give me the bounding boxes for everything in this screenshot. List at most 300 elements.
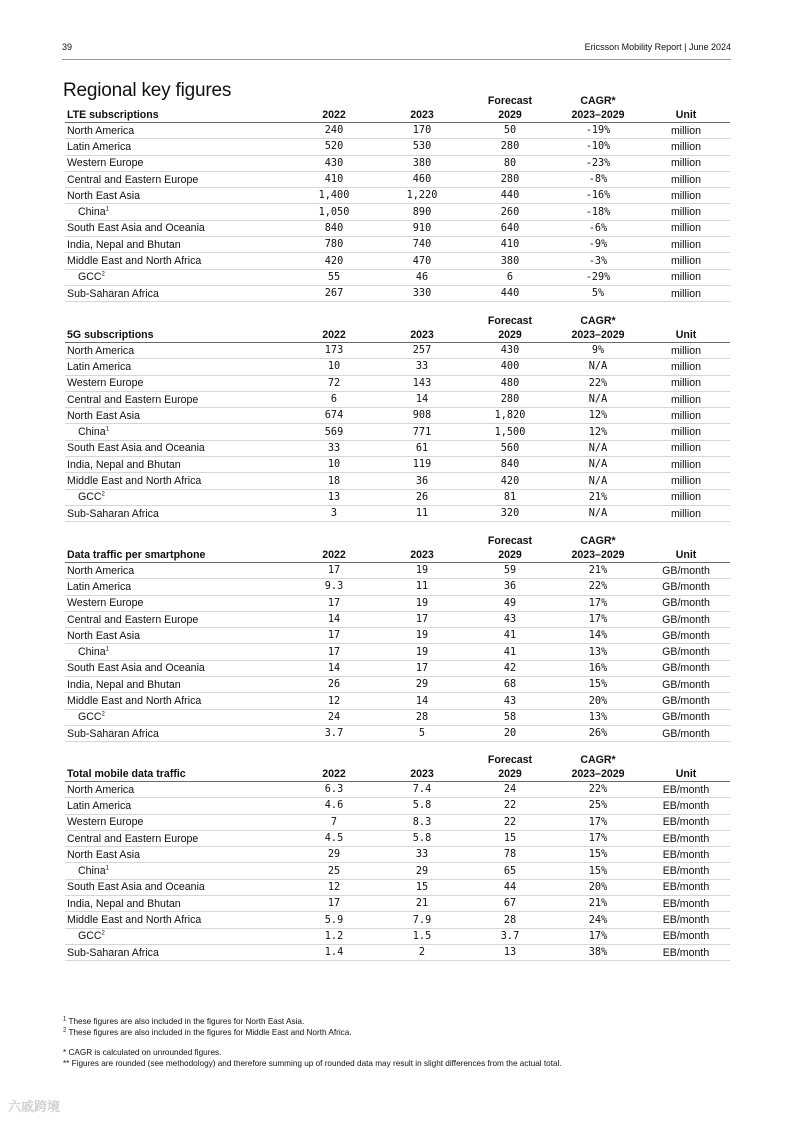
cagr-value: -18%: [554, 204, 642, 220]
col-2029: 2029: [466, 767, 554, 782]
footnote-marker: 1: [105, 646, 110, 653]
table-row: [65, 473, 730, 489]
value-2022: 1,400: [290, 188, 378, 204]
value-2023: 19: [378, 563, 466, 579]
table-row: [65, 237, 730, 253]
table-row: [65, 188, 730, 204]
value-2023: 740: [378, 237, 466, 253]
value-2023: 771: [378, 424, 466, 440]
table-row: [65, 375, 730, 391]
value-2022: 72: [290, 375, 378, 391]
unit-cell: million: [642, 343, 730, 359]
value-2022: 24: [290, 709, 378, 725]
cagr-value: N/A: [554, 505, 642, 521]
cagr-value: N/A: [554, 391, 642, 407]
value-2029: 50: [466, 123, 554, 139]
data-traffic-per-smartphone-table: [65, 534, 730, 742]
table-row: [65, 489, 730, 505]
value-2023: 14: [378, 693, 466, 709]
unit-cell: million: [642, 220, 730, 236]
value-2029: 59: [466, 563, 554, 579]
table-row: [65, 677, 730, 693]
value-2029: 6: [466, 269, 554, 285]
table-title: Data traffic per smartphone: [65, 548, 290, 563]
value-2029: 22: [466, 814, 554, 830]
cagr-value: 13%: [554, 709, 642, 725]
forecast-label: Forecast: [487, 754, 533, 766]
table-row: [65, 928, 730, 944]
table-row: [65, 798, 730, 814]
cagr-value: -19%: [554, 123, 642, 139]
unit-cell: million: [642, 408, 730, 424]
region-cell: Latin America: [65, 139, 290, 155]
table-row: [65, 408, 730, 424]
cagr-value: -6%: [554, 220, 642, 236]
col-unit: Unit: [642, 108, 730, 123]
value-2029: 420: [466, 473, 554, 489]
cagr-value: -10%: [554, 139, 642, 155]
value-2029: 320: [466, 505, 554, 521]
value-2029: 81: [466, 489, 554, 505]
unit-cell: GB/month: [642, 660, 730, 676]
region-cell: Middle East and North Africa: [65, 693, 290, 709]
cagr-value: -3%: [554, 253, 642, 269]
region-cell: India, Nepal and Bhutan: [65, 677, 290, 693]
unit-cell: EB/month: [642, 928, 730, 944]
region-cell: North East Asia: [65, 188, 290, 204]
table-row: [65, 579, 730, 595]
value-2029: 840: [466, 457, 554, 473]
unit-cell: GB/month: [642, 725, 730, 741]
value-2029: 41: [466, 644, 554, 660]
value-2023: 470: [378, 253, 466, 269]
unit-cell: million: [642, 237, 730, 253]
region-cell: Sub-Saharan Africa: [65, 725, 290, 741]
unit-cell: million: [642, 359, 730, 375]
value-2029: 400: [466, 359, 554, 375]
cagr-value: 24%: [554, 912, 642, 928]
table-row: [65, 944, 730, 960]
value-2023: 21: [378, 896, 466, 912]
unit-cell: million: [642, 204, 730, 220]
watermark-logo: 六戚跨境: [8, 1099, 61, 1114]
table-row: [65, 171, 730, 187]
cagr-value: 20%: [554, 879, 642, 895]
footnote-marker: 2: [101, 491, 105, 498]
value-2023: 257: [378, 343, 466, 359]
value-2023: 19: [378, 644, 466, 660]
value-2029: 280: [466, 391, 554, 407]
value-2023: 29: [378, 677, 466, 693]
region-cell: North East Asia: [65, 408, 290, 424]
value-2029: 20: [466, 725, 554, 741]
unit-cell: million: [642, 123, 730, 139]
unit-cell: EB/month: [642, 830, 730, 846]
col-cagr: 2023–2029: [554, 548, 642, 563]
table-row: [65, 814, 730, 830]
region-cell: India, Nepal and Bhutan: [65, 896, 290, 912]
region-cell: North East Asia: [65, 628, 290, 644]
unit-cell: GB/month: [642, 563, 730, 579]
value-2029: 280: [466, 171, 554, 187]
value-2022: 410: [290, 171, 378, 187]
value-2029: 78: [466, 847, 554, 863]
region-cell: China$^1$: [65, 424, 290, 440]
cagr-value: -8%: [554, 171, 642, 187]
report-title: Ericsson Mobility Report | June 2024: [584, 42, 731, 52]
value-2029: 49: [466, 595, 554, 611]
value-2022: 13: [290, 489, 378, 505]
value-2029: 41: [466, 628, 554, 644]
value-2022: 14: [290, 660, 378, 676]
region-cell: Western Europe: [65, 595, 290, 611]
region-cell: South East Asia and Oceania: [65, 440, 290, 456]
cagr-label: CAGR*: [580, 535, 616, 547]
col-unit: Unit: [642, 328, 730, 343]
unit-cell: million: [642, 473, 730, 489]
cagr-value: 9%: [554, 343, 642, 359]
value-2023: 26: [378, 489, 466, 505]
value-2022: 14: [290, 611, 378, 627]
cagr-value: 12%: [554, 408, 642, 424]
value-2023: 17: [378, 611, 466, 627]
value-2023: 11: [378, 579, 466, 595]
value-2029: 43: [466, 693, 554, 709]
table-title: LTE subscriptions: [65, 108, 290, 123]
region-cell: Central and Eastern Europe: [65, 830, 290, 846]
col-2022: 2022: [290, 108, 378, 123]
value-2022: 6.3: [290, 782, 378, 798]
value-2029: 640: [466, 220, 554, 236]
unit-cell: million: [642, 269, 730, 285]
cagr-value: N/A: [554, 473, 642, 489]
cagr-value: 15%: [554, 847, 642, 863]
table-row: [65, 644, 730, 660]
value-2023: 7.4: [378, 782, 466, 798]
table-row: [65, 253, 730, 269]
region-cell: Sub-Saharan Africa: [65, 285, 290, 301]
table-row: [65, 660, 730, 676]
5g-subscriptions-table: [65, 314, 730, 522]
value-2023: 890: [378, 204, 466, 220]
region-cell: North America: [65, 563, 290, 579]
cagr-value: 17%: [554, 814, 642, 830]
value-2029: 36: [466, 579, 554, 595]
value-2023: 5.8: [378, 830, 466, 846]
cagr-value: N/A: [554, 359, 642, 375]
value-2029: 410: [466, 237, 554, 253]
cagr-value: 21%: [554, 896, 642, 912]
value-2029: 560: [466, 440, 554, 456]
cagr-value: -16%: [554, 188, 642, 204]
table-row: [65, 440, 730, 456]
col-2022: 2022: [290, 767, 378, 782]
value-2029: 43: [466, 611, 554, 627]
value-2029: 260: [466, 204, 554, 220]
value-2022: 26: [290, 677, 378, 693]
unit-cell: million: [642, 188, 730, 204]
cagr-note: * CAGR is calculated on unrounded figures.: [63, 1048, 222, 1057]
value-2029: 1,820: [466, 408, 554, 424]
table-row: [65, 847, 730, 863]
value-2029: 430: [466, 343, 554, 359]
footnote-1: $^1$ These figures are also included in the figures for North East Asia.: [63, 1016, 305, 1026]
value-2029: 440: [466, 188, 554, 204]
forecast-label: Forecast: [487, 535, 533, 547]
cagr-label: CAGR*: [580, 315, 616, 327]
region-cell: Central and Eastern Europe: [65, 611, 290, 627]
value-2022: 240: [290, 123, 378, 139]
value-2022: 17: [290, 644, 378, 660]
region-cell: South East Asia and Oceania: [65, 879, 290, 895]
value-2023: 19: [378, 628, 466, 644]
cagr-value: 21%: [554, 563, 642, 579]
cagr-value: 12%: [554, 424, 642, 440]
value-2029: 380: [466, 253, 554, 269]
total-mobile-data-traffic-table: [65, 753, 730, 961]
value-2022: 4.6: [290, 798, 378, 814]
region-cell: Middle East and North Africa: [65, 912, 290, 928]
table-row: [65, 693, 730, 709]
table-row: [65, 204, 730, 220]
region-cell: Central and Eastern Europe: [65, 171, 290, 187]
value-2022: 520: [290, 139, 378, 155]
value-2022: 17: [290, 563, 378, 579]
region-cell: North East Asia: [65, 847, 290, 863]
unit-cell: million: [642, 424, 730, 440]
value-2023: 36: [378, 473, 466, 489]
region-cell: South East Asia and Oceania: [65, 220, 290, 236]
cagr-value: N/A: [554, 457, 642, 473]
value-2022: 55: [290, 269, 378, 285]
cagr-value: -9%: [554, 237, 642, 253]
cagr-value: 17%: [554, 595, 642, 611]
value-2023: 5.8: [378, 798, 466, 814]
col-2029: 2029: [466, 548, 554, 563]
unit-cell: EB/month: [642, 896, 730, 912]
value-2029: 58: [466, 709, 554, 725]
unit-cell: EB/month: [642, 912, 730, 928]
value-2023: 170: [378, 123, 466, 139]
region-cell: GCC$^2$: [65, 269, 290, 285]
region-cell: Latin America: [65, 359, 290, 375]
table-row: [65, 391, 730, 407]
unit-cell: GB/month: [642, 579, 730, 595]
unit-cell: GB/month: [642, 644, 730, 660]
col-2022: 2022: [290, 548, 378, 563]
value-2022: 674: [290, 408, 378, 424]
unit-cell: GB/month: [642, 611, 730, 627]
footnote-marker: 1: [105, 426, 110, 433]
unit-cell: EB/month: [642, 782, 730, 798]
col-2029: 2029: [466, 328, 554, 343]
region-cell: China$^1$: [65, 644, 290, 660]
value-2023: 7.9: [378, 912, 466, 928]
value-2023: 530: [378, 139, 466, 155]
value-2023: 910: [378, 220, 466, 236]
table-title: Total mobile data traffic: [65, 767, 290, 782]
value-2022: 7: [290, 814, 378, 830]
region-cell: Western Europe: [65, 375, 290, 391]
cagr-value: 16%: [554, 660, 642, 676]
value-2023: 15: [378, 879, 466, 895]
page-header: [62, 42, 731, 58]
col-unit: Unit: [642, 767, 730, 782]
region-cell: North America: [65, 343, 290, 359]
value-2029: 22: [466, 798, 554, 814]
value-2023: 33: [378, 359, 466, 375]
value-2023: 19: [378, 595, 466, 611]
footnote-marker: 1: [105, 865, 110, 872]
region-cell: Sub-Saharan Africa: [65, 505, 290, 521]
region-cell: Middle East and North Africa: [65, 473, 290, 489]
value-2022: 1.4: [290, 944, 378, 960]
table-row: [65, 563, 730, 579]
value-2029: 67: [466, 896, 554, 912]
value-2023: 5: [378, 725, 466, 741]
value-2023: 1,220: [378, 188, 466, 204]
col-2023: 2023: [378, 108, 466, 123]
unit-cell: EB/month: [642, 944, 730, 960]
cagr-value: -23%: [554, 155, 642, 171]
unit-cell: EB/month: [642, 879, 730, 895]
table-row: [65, 269, 730, 285]
table-row: [65, 863, 730, 879]
value-2022: 29: [290, 847, 378, 863]
value-2022: 780: [290, 237, 378, 253]
value-2022: 17: [290, 595, 378, 611]
value-2022: 4.5: [290, 830, 378, 846]
table-row: [65, 912, 730, 928]
table-title: 5G subscriptions: [65, 328, 290, 343]
footnote-2: $^2$ These figures are also included in the figures for Middle East and North Africa.: [63, 1027, 352, 1037]
col-2022: 2022: [290, 328, 378, 343]
cagr-value: 20%: [554, 693, 642, 709]
table-row: [65, 709, 730, 725]
value-2022: 12: [290, 879, 378, 895]
unit-cell: million: [642, 285, 730, 301]
cagr-value: 21%: [554, 489, 642, 505]
value-2023: 11: [378, 505, 466, 521]
cagr-value: 22%: [554, 579, 642, 595]
region-cell: Latin America: [65, 579, 290, 595]
footnotes: [63, 1016, 562, 1069]
rounding-note: ** Figures are rounded (see methodology) and therefore summing up of rounded data may result in slight differences from the actual total.: [63, 1059, 562, 1068]
unit-cell: GB/month: [642, 709, 730, 725]
value-2022: 9.3: [290, 579, 378, 595]
forecast-label: Forecast: [487, 95, 533, 107]
table-row: [65, 628, 730, 644]
value-2022: 6: [290, 391, 378, 407]
unit-cell: million: [642, 253, 730, 269]
value-2029: 42: [466, 660, 554, 676]
col-cagr: 2023–2029: [554, 767, 642, 782]
value-2022: 1,050: [290, 204, 378, 220]
region-cell: India, Nepal and Bhutan: [65, 457, 290, 473]
cagr-value: 38%: [554, 944, 642, 960]
table-row: [65, 155, 730, 171]
table-row: [65, 359, 730, 375]
unit-cell: million: [642, 155, 730, 171]
table-row: [65, 139, 730, 155]
col-2023: 2023: [378, 548, 466, 563]
value-2023: 1.5: [378, 928, 466, 944]
region-cell: Sub-Saharan Africa: [65, 944, 290, 960]
col-unit: Unit: [642, 548, 730, 563]
lte-subscriptions-table: [65, 94, 730, 302]
unit-cell: million: [642, 171, 730, 187]
value-2022: 569: [290, 424, 378, 440]
table-row: [65, 424, 730, 440]
cagr-value: -29%: [554, 269, 642, 285]
value-2023: 2: [378, 944, 466, 960]
value-2023: 14: [378, 391, 466, 407]
region-cell: Middle East and North Africa: [65, 253, 290, 269]
unit-cell: EB/month: [642, 814, 730, 830]
value-2023: 380: [378, 155, 466, 171]
unit-cell: GB/month: [642, 628, 730, 644]
region-cell: China$^1$: [65, 863, 290, 879]
value-2022: 10: [290, 457, 378, 473]
region-cell: GCC$^2$: [65, 928, 290, 944]
value-2023: 46: [378, 269, 466, 285]
value-2023: 61: [378, 440, 466, 456]
unit-cell: EB/month: [642, 863, 730, 879]
unit-cell: million: [642, 391, 730, 407]
footnote-marker: 1: [105, 206, 110, 213]
value-2023: 28: [378, 709, 466, 725]
cagr-value: 17%: [554, 830, 642, 846]
value-2023: 908: [378, 408, 466, 424]
region-cell: Western Europe: [65, 814, 290, 830]
region-cell: North America: [65, 123, 290, 139]
value-2022: 17: [290, 896, 378, 912]
region-cell: GCC$^2$: [65, 709, 290, 725]
cagr-value: 17%: [554, 928, 642, 944]
cagr-label: CAGR*: [580, 754, 616, 766]
value-2022: 1.2: [290, 928, 378, 944]
table-row: [65, 830, 730, 846]
value-2023: 29: [378, 863, 466, 879]
cagr-value: 26%: [554, 725, 642, 741]
footnote-marker: 2: [101, 271, 105, 278]
value-2023: 119: [378, 457, 466, 473]
value-2023: 8.3: [378, 814, 466, 830]
cagr-value: 15%: [554, 677, 642, 693]
region-cell: GCC$^2$: [65, 489, 290, 505]
unit-cell: million: [642, 489, 730, 505]
value-2022: 33: [290, 440, 378, 456]
region-cell: Central and Eastern Europe: [65, 391, 290, 407]
value-2023: 33: [378, 847, 466, 863]
table-row: [65, 879, 730, 895]
unit-cell: million: [642, 440, 730, 456]
value-2022: 25: [290, 863, 378, 879]
value-2023: 330: [378, 285, 466, 301]
value-2029: 280: [466, 139, 554, 155]
value-2023: 17: [378, 660, 466, 676]
region-cell: Western Europe: [65, 155, 290, 171]
table-row: [65, 123, 730, 139]
value-2029: 65: [466, 863, 554, 879]
unit-cell: million: [642, 457, 730, 473]
unit-cell: million: [642, 505, 730, 521]
cagr-label: CAGR*: [580, 95, 616, 107]
cagr-value: 17%: [554, 611, 642, 627]
table-row: [65, 285, 730, 301]
value-2029: 80: [466, 155, 554, 171]
region-cell: Latin America: [65, 798, 290, 814]
